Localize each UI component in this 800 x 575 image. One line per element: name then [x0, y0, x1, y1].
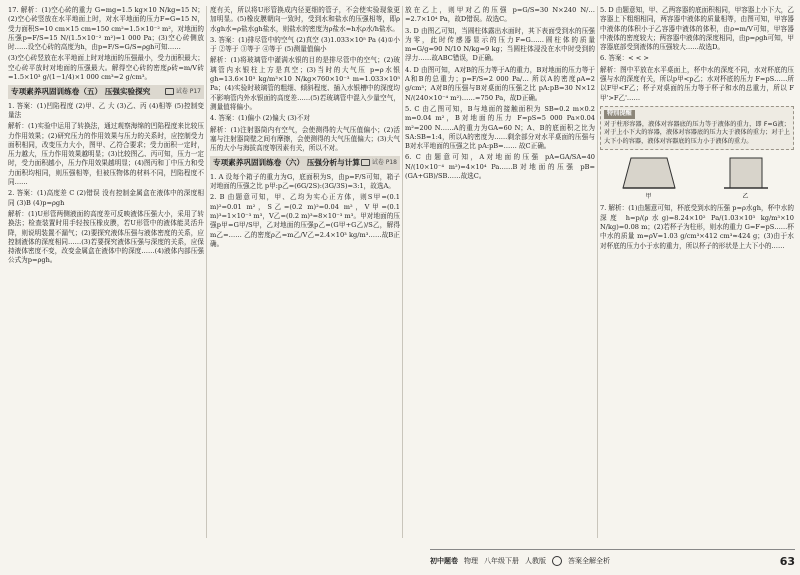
section-header-5 — [8, 85, 204, 98]
explanation-4: 解析：(1)注射器筒内有空气，会使测得的大气压值偏小；(2)活塞与注射器筒壁之间有摩擦，会使测得的大气压值偏大；(3)大气压的大小与海拔高度等因素有关，所以不对。 — [210, 125, 400, 153]
q6-answer-2: 2. B 由题意可知，甲、乙均为实心正方体，则S甲=(0.1 m)²=0.01 m²，S乙=(0.2 m)²=0.04 m²，V甲=(0.1 m)³=1×10⁻³ m³，V乙=(0.2 m)³=8×10⁻³ m³。甲对地面的压强p甲=G甲/S甲，乙对地面的压强p乙=(G甲+G乙)/S乙，解得 m乙=…… 乙的密度ρ乙=m乙/V乙=2.4×10³ kg/m³……故B正确。 — [210, 193, 400, 248]
column-divider — [597, 6, 598, 538]
section-title: 专项素养巩固训练卷（六） 压强分析与计算 — [213, 158, 360, 168]
answer-17-part3: (3)空心砖竖放在水平地面上时对地面的压强最小，受力面积最大；空心砖平放时对地面的压强最大。解得空心砖的密度ρ砖=m/V砖=1.5×10³ g/(1−1/4)×1 000 cm³=2 g/cm³。 — [8, 54, 204, 82]
explanation-2: 解析：(1)U形管两侧液面的高度差可反映液体压强大小，采用了转换法；检查装置时用手轻按压橡皮膜，若U形管中的液体能灵活升降，则说明装置不漏气；(2)要探究液体压强与液体密度的关系，应控制液体的深度相同……(3)若要探究液体压强与深度的关系，应保持液体密度不变，改变金属盒在液体中的深度……(4)液体内部压强公式为p=ρgh。 — [8, 209, 204, 265]
figure-a: 甲 — [619, 154, 679, 201]
book-icon — [361, 159, 370, 166]
logo-icon — [552, 556, 562, 566]
column-3 — [405, 6, 595, 538]
explanation-1: 解析：(1)实验中运用了转换法，通过观察海绵的凹陷程度来比较压力作用效果；(2)研究压力的作用效果与压力的关系时，应控制受力面积相同，改变压力大小，图甲、乙符合要求；受力面积一定时，压力越大，压力作用效果越明显；(3)比较图乙、丙可知，压力一定时，受力面积越小，压力作用效果越明显；(4)图丙和丁中压力和受力面积均相同，则压强相等，但被压物体的材料不同，凹陷程度不同…… — [8, 122, 204, 187]
column-divider — [402, 6, 403, 538]
section-title: 专项素养巩固训练卷（五） 压强实验探究 — [11, 87, 151, 97]
footer-brand: 初中题卷 — [430, 557, 458, 565]
q6-answer-6: 6. C 由题意可知，A对地面的压强 pA=GA/SA=40 N/(10×10⁻⁴ m²)=4×10⁴ Pa……B对地面的压强 pB=(GA+GB)/SB……故选C。 — [405, 153, 595, 181]
q6-answer-1: 1. A 设每个箱子的重力为G，底面积为S，由p=F/S可知，箱子对地面的压强之比 p甲:p乙=(6G/2S):(3G/3S)=3:1，故选A。 — [210, 172, 400, 191]
tip-box — [600, 106, 794, 150]
cylinder-container-icon — [716, 154, 776, 192]
footer-answer-label: 答案全解全析 — [568, 557, 610, 565]
explanation-6: 解析：图中平放在水平桌面上，杯中水的深度不同，水对杯底的压强与水的深度有关，所以p甲<p乙；水对杯底的压力 F=pS……所以F甲<F乙；杯子对桌面的压力等于杯子和水的总重力，所以 F甲'>F乙'…… — [600, 65, 794, 102]
answer-17: 17. 解析：(1)空心砖的重力 G=mg=1.5 kg×10 N/kg=15 N；(2)空心砖竖放在水平地面上时，对水平地面的压力F=G=15 N，受力面积S=10 cm×15 cm=150 cm²=1.5×10⁻² m²，对地面的压强p=F/S=15 N/(1.5×10⁻² m²)=1 000 Pa；(3)空心砖侧放时……设空心砖的高度为h，由p=F/S=G/S=ρgh可知…… — [8, 6, 204, 52]
answer-4: 4. 答案：(1)偏小 (2)偏大 (3)不对 — [210, 114, 310, 123]
section-ref: 试卷 P18 — [361, 158, 397, 167]
column-4 — [600, 6, 794, 538]
explanation-3: 解析：(1)将玻璃管中灌满水银的目的是排尽管中的空气；(2)玻璃管内水银柱上方是真空；(3)当时的大气压 p=ρ水银gh=13.6×10³ kg/m³×10 N/kg×760×10⁻³ m=1.033×10⁵ Pa；(4)实验时玻璃管的粗细、倾斜程度、插入水银槽中的深度均不影响管内外水银面的高度差……(5)若玻璃管中混入少量空气，测量值将偏小。 — [210, 56, 400, 111]
footer-subject: 物理 — [464, 557, 478, 565]
answer-6: 6. 答案：< < > — [600, 54, 649, 63]
answer-1: 1. 答案：(1)凹陷程度 (2)甲、乙 大 (3)乙、丙 (4)相等 (5)控制变量法 — [8, 101, 204, 119]
book-icon — [165, 88, 174, 95]
section-header-6 — [210, 156, 400, 169]
q6-answer-2-cont: 放在乙上，则甲对乙的压强 p=G/S=30 N×240 N/… =2.7×10⁴ Pa，故D错误。故选C。 — [405, 6, 595, 24]
column-1 — [8, 6, 204, 538]
footer-grade: 八年级下册 — [484, 557, 519, 565]
explanation-2-cont: 度有关，所以将U形管换成内径更细的管子，不会使实验现象更加明显。(5)橡皮膜朝向一致时，受到水和盐水的压强相等，即ρ水gh水=ρ盐水gh盐水，则盐水的密度为ρ盐水=h水ρ水/h盐水。 — [210, 6, 400, 33]
column-2 — [210, 6, 400, 538]
section-ref: 试卷 P17 — [165, 87, 201, 96]
q6-answer-5: 5. C 由乙图可知，B与地面的接触面积为 SB=0.2 m×0.2 m=0.04 m²，B对地面的压力 F=pS=5 000 Pa×0.04 m²=200 N……A的重力为GA=60 N；A、B的底面积之比为 SA:SB=1:4，所以A的密度为……剩余部分对水平桌面的压强与B对水平地面的压强之比 pA:pB=…… 故C正确。 — [405, 104, 595, 151]
footer-edition: 人教版 — [525, 557, 546, 565]
footer-rule — [430, 549, 795, 550]
tip-title: 特别提醒 — [604, 110, 635, 119]
answer-3: 3. 答案：(1)排尽管中的空气 (2)真空 (3)1.033×10⁵ Pa (4)①小于 ②等于 ③等于 ④等于 (5)测量值偏小 — [210, 35, 400, 54]
container-figure — [600, 153, 794, 201]
page-number: 63 — [779, 554, 795, 568]
figure-b: 乙 — [716, 154, 776, 201]
q6-answer-4: 4. D 由图可知，A对B的压力等于A的重力，B对地面的压力等于A和B的总重力；p=F/S=2 000 Pa/… 所以A的密度ρA=2 g/cm³；A对B的压强与B对桌面的压强之比 pA:pB=30 N×12 N/(240×10⁻⁴ m²)……=750 Pa，故D正确。 — [405, 65, 595, 102]
q6-answer-3: 3. D 由图乙可知，当圆柱体露出水面时，其下表面受到水的压强为零，此时传感器显示的压力F=G……圆柱体的质量 m=G/g=90 N/10 N/kg=9 kg；当圆柱体浸没在水中时受到的浮力……故ABC错误，D正确。 — [405, 26, 595, 63]
answer-5: 5. D 由题意知，甲、乙两容器的底面积相同，甲容器上小下大，乙容器上下粗细相同，两容器中液体的质量相等，由图可知，甲容器中液体的体积小于乙容器中液体的体积，由ρ=m/V可知，甲容器中液体的密度较大；两容器中液体的深度相同，由p=ρgh可知，甲容器底部受到液体的压强较大……故选D。 — [600, 6, 794, 52]
footer — [430, 553, 795, 569]
answer-2: 2. 答案：(1)高度差 C (2)错误 没有控制金属盒在液体中的深度相同 (3)B (4)p=ρgh — [8, 189, 204, 207]
trapezoid-container-icon — [619, 154, 679, 192]
answer-7: 7. 解析：(1)由题意可知，杯底受到水的压强 p=ρ水gh，杯中水的深度 h=p/(ρ水g)=8.24×10² Pa/(1.03×10³ kg/m³×10 N/kg)=0.08 m；(2)若杯子为柱形，则水的重力 G=F=pS……杯中水的质量 m=ρV=1.03 g/cm³×412 cm³≈424 g；(3)由于水对杯底的压力小于水的重力，所以杯子的形状是上大下小的…… — [600, 204, 794, 250]
tip-body: 对于柱形容器，液体对容器底的压力等于液体的重力，即 F=G液；对于上小下大的容器，液体对容器底的压力大于液体的重力；对于上大下小的容器，液体对容器底的压力小于液体的重力。 — [604, 120, 790, 145]
column-divider — [206, 6, 207, 538]
